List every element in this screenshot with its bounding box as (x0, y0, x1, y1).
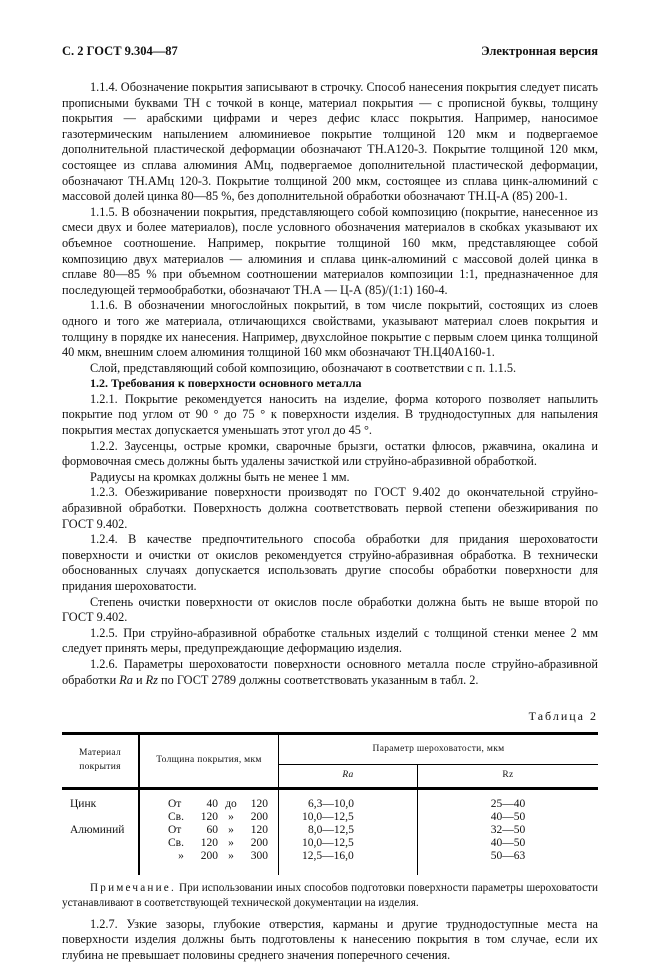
clause-1-2-2: 1.2.2. Заусенцы, острые кромки, сварочные брызги, остатки флюсов, ржавчина, окалина и формовочная смесь должны быть удалены зачисткой или струйно-абразивной обработкой. (62, 438, 598, 469)
range-sep: » (228, 823, 234, 836)
material-cell (70, 850, 138, 863)
header-ra: Ra (279, 764, 418, 788)
table-body-row (62, 788, 598, 875)
clause-cleaning-degree: Степень очистки поверхности от окислов после обработки должна быть не выше второй по ГОСТ 9.402. (62, 594, 598, 625)
rz-cell: 40—50 (490, 836, 526, 849)
range-sep: » (228, 836, 234, 849)
roughness-table (62, 732, 598, 875)
range-sep: » (228, 849, 234, 862)
ra-cell: 10,0—12,5 (302, 836, 354, 849)
clause-layer-note: Слой, представляющий собой композицию, обозначают в соответствии с п. 1.1.5. (90, 360, 517, 375)
thickness-cell (168, 824, 278, 837)
ra-column (279, 788, 418, 875)
note-label: Примечание. (90, 881, 176, 894)
range-from: 120 (200, 836, 218, 849)
clause-1-2-6-tail: по ГОСТ 2789 должны соответствовать указанным в табл. 2. (157, 672, 479, 687)
rz-cell: 50—63 (490, 849, 526, 862)
material-cell: Алюминий (70, 823, 125, 836)
document-body (62, 80, 598, 964)
rz-column (418, 788, 599, 875)
range-prefix: » (178, 849, 184, 862)
header-thickness: Толщина покрытия, мкм (139, 733, 279, 788)
clause-1-2-3: 1.2.3. Обезжиривание поверхности производят по ГОСТ 9.402 до окончательной струйно-абразивной обработки. Поверхность должна соответствовать первой степени обезжиривания по ГОСТ 9.402. (62, 485, 598, 531)
range-from: 60 (206, 823, 218, 836)
range-from: 200 (200, 849, 218, 862)
range-prefix: Св. (168, 810, 184, 823)
page-header-edition: Электронная версия (481, 44, 598, 58)
header-roughness-group: Параметр шероховатости, мкм (279, 733, 599, 764)
rz-cell: 32—50 (490, 823, 526, 836)
clause-1-2-7: 1.2.7. Узкие зазоры, глубокие отверстия, карманы и другие труднодоступные места на поверхности изделия должны быть подготовлены к нанесению покрытия в том случае, если их глубина не превышает половины среднего значения поперечного сечения. (62, 916, 598, 962)
range-to: 120 (250, 823, 268, 836)
range-from: 120 (200, 810, 218, 823)
range-to: 300 (250, 849, 268, 862)
clause-1-2-5: 1.2.5. При струйно-абразивной обработке стальных изделий с толщиной стенки менее 2 мм следует принять меры, предупреждающие деформацию изделия. (62, 625, 598, 656)
note-text: При использовании иных способов подготовки поверхности параметры шероховатости устанавливают в соответствующей технической документации на изделия. (62, 881, 598, 909)
page-header-standard: С. 2 ГОСТ 9.304—87 (62, 44, 178, 58)
thickness-cell (168, 811, 278, 824)
thickness-cell (168, 837, 278, 850)
clause-1-2-1: 1.2.1. Покрытие рекомендуется наносить на изделие, форма которого позволяет напылить покрытие под углом от 90 ° до 75 ° к поверхности изделия. В труднодоступных для напыления покрытия местах допускается уменьшать этот угол до 45 °. (62, 391, 598, 438)
material-cell (70, 837, 138, 850)
material-cell: Цинк (70, 797, 97, 810)
table-note (62, 881, 598, 911)
conjunction: и (132, 672, 146, 687)
ra-cell: 8,0—12,5 (308, 823, 354, 836)
range-prefix: От (168, 823, 182, 836)
clause-1-2-6 (62, 657, 598, 688)
page-header (62, 44, 598, 59)
clause-radius: Радиусы на кромках должны быть не менее 1 мм. (90, 469, 350, 484)
ra-cell: 6,3—10,0 (308, 797, 354, 810)
thickness-column (139, 788, 279, 875)
ra-symbol: Ra (119, 672, 133, 687)
section-heading-1-2: 1.2. Требования к поверхности основного металла (90, 376, 362, 391)
range-to: 200 (250, 810, 268, 823)
range-sep: до (225, 797, 237, 810)
clause-1-2-4: 1.2.4. В качестве предпочтительного способа обработки для придания шероховатости поверхности и очистки от окислов рекомендуется струйно-абразивная обработка. В технически обоснованных случаях допускается использовать другие способы обработки поверхности для придания шероховатости. (62, 532, 598, 593)
thickness-cell (168, 850, 278, 863)
range-prefix: Св. (168, 836, 184, 849)
rz-symbol: Rz (145, 672, 158, 687)
range-sep: » (228, 810, 234, 823)
material-column (62, 788, 139, 875)
header-rz: Rz (418, 764, 599, 788)
clause-1-1-5: 1.1.5. В обозначении покрытия, представляющего собой композицию (покрытие, нанесенное из смеси двух и более материалов), после условного обозначения материалов в скобках указывают их объемное соотношение. Например, покрытие толщиной 160 мкм, представляющее собой композицию двух материалов — алюминия и сплава цинк-алюминий с массовой долей цинка в сплаве 80—85 % при объемном соотношении материалов композиции 1:1, предназначенное для последующей термообработки, обозначают ТН.А — Ц-А (85)/(1:1) 160-4. (62, 204, 598, 297)
rz-cell: 25—40 (490, 797, 526, 810)
clause-1-1-6: 1.1.6. В обозначении многослойных покрытий, в том числе покрытий, состоящих из слоев одного и того же материала, отличающихся свойствами, указывают материал слоев покрытия и толщину в порядке их нанесения. Например, двухслойное покрытие с первым слоем цинка толщиной 40 мкм, внешним слоем алюминия толщиной 160 мкм обозначают ТН.Ц40А160-1. (62, 298, 598, 360)
range-prefix: От (168, 797, 182, 810)
rz-cell: 40—50 (490, 810, 526, 823)
material-cell (70, 811, 138, 824)
range-from: 40 (206, 797, 218, 810)
range-to: 120 (250, 797, 268, 810)
clause-1-2-6-text: 1.2.6. Параметры шероховатости поверхности основного металла после струйно-абразивной обработки (62, 656, 598, 687)
ra-cell: 12,5—16,0 (302, 849, 354, 862)
range-to: 200 (250, 836, 268, 849)
header-material: Материал покрытия (62, 733, 139, 788)
clause-1-1-4: 1.1.4. Обозначение покрытия записывают в строчку. Способ нанесения покрытия следует писать прописными буквами ТН с точкой в конце, материал покрытия — с прописной буквы, толщину покрытия — арабскими цифрами и через дефис класс покрытия. Например, наносимое газотермическим напылением алюминиевое покрытие толщиной 120 мкм и подвергаемое дополнительной пластической деформации обозначают ТН.А120-3. Покрытие толщиной 120 мкм, состоящее из сплава алюминия АМц, подвергаемое дополнительной пластической деформации, обозначают ТН.АМц 120-3. Покрытие толщиной 200 мкм, состоящее из сплава цинк-алюминий с массовой долей цинка 80—85 %, без дополнительной обработки обозначают ТН.Ц-А (85) 200-1. (62, 80, 598, 204)
thickness-cell (168, 798, 278, 811)
table-caption: Таблица 2 (528, 709, 598, 724)
ra-cell: 10,0—12,5 (302, 810, 354, 823)
